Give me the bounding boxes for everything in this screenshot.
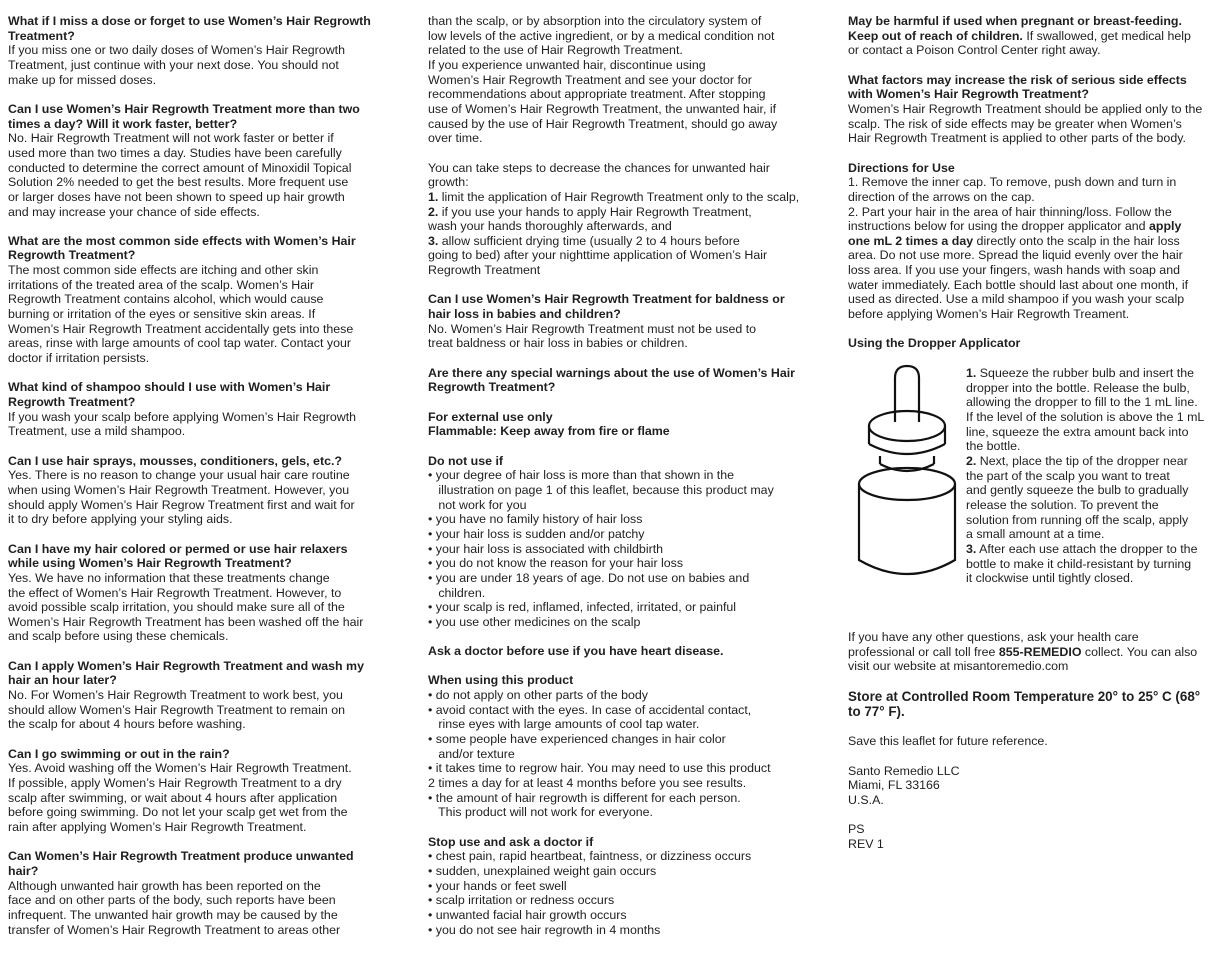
section-heading: For external use only Flammable: Keep away from fire or flame: [428, 409, 670, 439]
spacer: [8, 732, 413, 747]
bold-text: apply one mL 2 times a day: [848, 219, 1182, 248]
spacer: [428, 351, 808, 366]
spacer: [848, 58, 1213, 73]
section-heading: What kind of shampoo should I use with Women’s Hair Regrowth Treatment?: [8, 380, 331, 410]
revision-code: PS REV 1: [848, 822, 884, 851]
spacer: [428, 278, 808, 293]
company-address: Santo Remedio LLC Miami, FL 33166 U.S.A.: [848, 763, 960, 807]
section-heading: Can I use Women’s Hair Regrowth Treatment more than two times a day? Will it work faster, better?: [8, 101, 360, 131]
column-3: [848, 14, 1213, 351]
text-segment: directly onto the scalp in the hair loss area. Do not use more. Spread the liquid evenly over the hair loss area. If you use your fingers, wash hands with soap and water immediately. Each bottle should last about one month, if used as directed. Use a mild shampoo if you wash your scalp before applying Women’s Hair Regrowth Treament.: [848, 233, 1189, 322]
spacer: [8, 644, 413, 659]
paragraph: If you wash your scalp before applying Women’s Hair Regrowth Treatment, use a mild shampoo.: [8, 409, 357, 439]
paragraph: No. For Women’s Hair Regrowth Treatment to work best, you should allow Women’s Hair Regrowth Treatment to remain on the scalp for about 4 hours before washing.: [8, 688, 345, 732]
text-segment: If swallowed, get medical help or contact a Poison Control Center right away.: [848, 28, 1191, 58]
spacer: [428, 439, 808, 454]
paragraph: [428, 190, 808, 278]
bold-text: 2.: [966, 453, 977, 468]
spacer: [428, 659, 808, 674]
paragraph: Women’s Hair Regrowth Treatment should be applied only to the scalp. The risk of side effects may be greater when Women’s Hair Regrowth Treatment is applied to other parts of the body.: [848, 101, 1203, 146]
spacer: [8, 439, 413, 454]
dropper-bottle-icon: [850, 360, 960, 585]
text-segment: 1. Remove the inner cap. To remove, push down and turn in direction of the arrows on the cap. 2. Part your hair in the area of hair thinning/loss. Follow the instructions below for using the dropper applicator and: [848, 175, 1177, 234]
paragraph: Yes. We have no information that these treatments change the effect of Women’s Hair Regrowth Treatment. However, to avoid possible scalp irritation, you should make sure all of the Women’s Hair Regrowth Treatment has been washed off the hair and scalp before using these chemicals.: [8, 570, 364, 644]
paragraph: If you miss one or two daily doses of Women’s Hair Regrowth Treatment, just continue with your next dose. You should not make up for missed doses.: [8, 43, 345, 87]
paragraph: You can take steps to decrease the chances for unwanted hair growth:: [428, 160, 770, 190]
paragraph: • chest pain, rapid heartbeat, faintness, or dizziness occurs • sudden, unexplained weight gain occurs • your hands or feet swell • scalp irritation or redness occurs • unwanted facial hair growth occurs • you do not see hair regrowth in 4 months: [428, 849, 752, 937]
leaflet-footer: [848, 630, 1213, 851]
section-heading: Stop use and ask a doctor if: [428, 834, 594, 849]
contact-text: collect. You can also visit our website at misantoremedio.com: [848, 644, 1198, 674]
paragraph: than the scalp, or by absorption into the circulatory system of low levels of the active ingredient, or by a medical condition not related to the use of Hair Regrowth Treatment. If you experience unwanted hair, discontinue using Women’s Hair Regrowth Treatment and see your doctor for recommendations about appropriate treatment. After stopping use of Women’s Hair Regrowth Treatment, the unwanted hair, if caused by the use of Hair Regrowth Treatment, should go away over time.: [428, 14, 778, 146]
bold-text: May be harmful if used when pregnant or breast-feeding. Keep out of reach of children.: [848, 14, 1182, 43]
spacer: [8, 87, 413, 102]
spacer: [8, 366, 413, 381]
section-heading: Can I use hair sprays, mousses, conditioners, gels, etc.?: [8, 453, 342, 468]
section-heading: Do not use if: [428, 453, 504, 468]
bold-text: 1.: [966, 366, 977, 380]
paragraph: The most common side effects are itching and other skin irritations of the treated area of the scalp. Women’s Hair Regrowth Treatment contains alcohol, which would cause burning or irritation of the eyes or sensitive skin areas. If Women’s Hair Regrowth Treatment accidentally gets into these areas, rinse with large amounts of cool tap water. Contact your doctor if irritation persists.: [8, 263, 354, 366]
bold-text: 3.: [966, 541, 977, 556]
paragraph: • do not apply on other parts of the body • avoid contact with the eyes. In case of accidental contact, rinse eyes with large amounts of cool tap water. • some people have experienced changes in hair color and/or texture • it takes time to regrow hair. You may need to use this product 2 times a day for at least 4 months before you see results. • the amount of hair regrowth is different for each person. This product will not work for everyone.: [428, 688, 771, 820]
section-heading: When using this product: [428, 673, 574, 688]
text-segment: After each use attach the dropper to the bottle to make it child-resistant by turning it clockwise until tightly closed.: [966, 541, 1198, 586]
section-heading: Can Women’s Hair Regrowth Treatment produce unwanted hair?: [8, 849, 354, 878]
section-heading: Can I apply Women’s Hair Regrowth Treatment and wash my hair an hour later?: [8, 658, 364, 688]
section-heading: Ask a doctor before use if you have heart disease.: [428, 644, 724, 659]
text-segment: allow sufficient drying time (usually 2 to 4 hours before going to bed) after your nighttime application of Women’s Hair Regrowth Treatment: [428, 233, 768, 278]
section-heading: Can I use Women’s Hair Regrowth Treatment for baldness or hair loss in babies and children?: [428, 292, 785, 322]
spacer: [428, 395, 808, 410]
section-heading: Are there any special warnings about the use of Women’s Hair Regrowth Treatment?: [428, 365, 795, 395]
paragraph: • your degree of hair loss is more than that shown in the illustration on page 1 of this leaflet, because this product may not work for you • you have no family history of hair loss • your hair loss is sudden and/or patchy • your hair loss is associated with childbirth • you do not know the reason for your hair loss • you are under 18 years of age. Do not use on babies and children. • your scalp is red, inflamed, infected, irritated, or painful • you use other medicines on the scalp: [428, 468, 774, 629]
paragraph: [848, 175, 1213, 322]
dropper-instructions: [966, 366, 1204, 586]
section-heading: Can I go swimming or out in the rain?: [8, 746, 230, 761]
text-segment: Squeeze the rubber bulb and insert the dropper into the bottle. Release the bulb, allowing the dropper to fill to the 1 mL line. If the level of the solution is above the 1 mL line, squeeze the extra amount back into the bottle.: [966, 366, 1205, 454]
phone-number: 855-REMEDIO: [998, 644, 1082, 659]
spacer: [428, 629, 808, 644]
section-heading: Can I have my hair colored or permed or use hair relaxers while using Women’s Hair Regrowth Treatment?: [8, 541, 348, 571]
spacer: [8, 527, 413, 542]
column-1: [8, 14, 413, 937]
dropper-section: [848, 358, 1213, 588]
bold-text: 2.: [428, 204, 439, 219]
section-heading: What if I miss a dose or forget to use Women’s Hair Regrowth Treatment?: [8, 14, 371, 43]
spacer: [8, 835, 413, 850]
save-note: Save this leaflet for future reference.: [848, 734, 1048, 749]
section-heading: Using the Dropper Applicator: [848, 336, 1021, 351]
spacer: [428, 146, 808, 161]
spacer: [848, 146, 1213, 161]
section-heading: What factors may increase the risk of serious side effects with Women’s Hair Regrowth Treatment?: [848, 72, 1187, 102]
bold-text: 1.: [428, 189, 439, 204]
spacer: [848, 322, 1213, 337]
paragraph: [848, 14, 1213, 58]
contact-info: [848, 630, 1213, 674]
text-segment: if you use your hands to apply Hair Regrowth Treatment, wash your hands thoroughly afterwards, and: [428, 204, 752, 234]
text-segment: limit the application of Hair Regrowth Treatment only to the scalp,: [441, 189, 800, 204]
paragraph: Yes. Avoid washing off the Women’s Hair Regrowth Treatment. If possible, apply Women’s Hair Regrowth Treatment to a dry scalp after swimming, or wait about 4 hours after application before going swimming. Do not let your scalp get wet from the rain after applying Women’s Hair Regrowth Treatment.: [8, 761, 352, 834]
section-heading: What are the most common side effects with Women’s Hair Regrowth Treatment?: [8, 233, 356, 263]
text-segment: Next, place the tip of the dropper near the part of the scalp you want to treat and gently squeeze the bulb to gradually release the solution. To prevent the solution from running off the scalp, apply a small amount at a time.: [966, 453, 1189, 542]
spacer: [428, 820, 808, 835]
paragraph: No. Women’s Hair Regrowth Treatment must not be used to treat baldness or hair loss in babies or children.: [428, 321, 757, 351]
paragraph: Although unwanted hair growth has been reported on the face and on other parts of the body, such reports have been infrequent. The unwanted hair growth may be caused by the transfer of Women’s Hair Regrowth Treatment to areas other: [8, 878, 341, 937]
paragraph: No. Hair Regrowth Treatment will not work faster or better if used more than two times a day. Studies have been carefully conducted to determine the correct amount of Minoxidil Topical Solution 2% needed to get the best results. More frequent use or larger doses have not been shown to speed up hair growth and may increase your chance of side effects.: [8, 131, 352, 219]
paragraph: Yes. There is no reason to change your usual hair care routine when using Women’s Hair Regrowth Treatment. However, you should apply Women’s Hair Regrow Treatment first and wait for it to dry before applying your styling aids.: [8, 468, 355, 527]
column-2: [428, 14, 808, 937]
spacer: [8, 219, 413, 234]
section-heading: Directions for Use: [848, 160, 955, 175]
bold-text: 3.: [428, 233, 439, 248]
storage-instructions: Store at Controlled Room Temperature 20° to 25° C (68° to 77° F).: [848, 688, 1201, 720]
contact-text: If you have any other questions, ask your health care professional or call toll free: [848, 630, 1139, 659]
